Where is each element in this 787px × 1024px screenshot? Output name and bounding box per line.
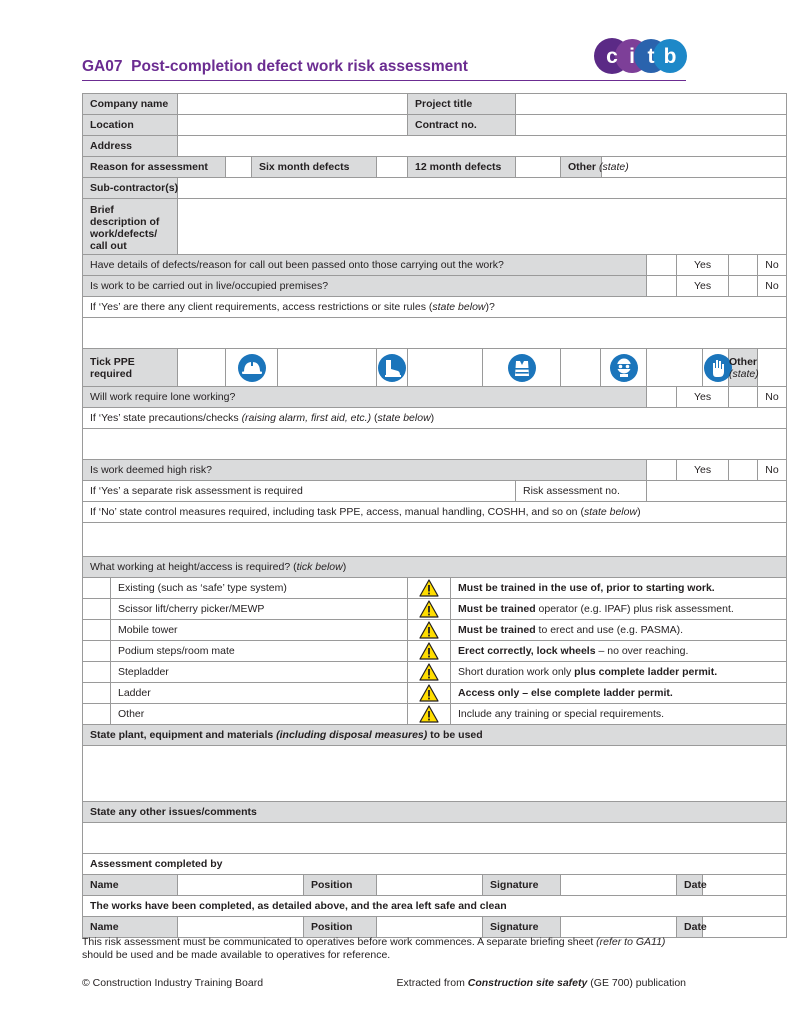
lone-working-yes: Yes: [677, 387, 729, 408]
height-access-heading-row: [83, 557, 787, 578]
height-access-tick-box[interactable]: [83, 662, 111, 683]
assessor-position-label: Position: [304, 875, 377, 896]
high-risk-no-box[interactable]: [729, 460, 758, 481]
subcontractor-row: [83, 178, 787, 199]
safety-goggles-icon: [609, 353, 639, 383]
ppe-goggles-box[interactable]: [561, 349, 601, 387]
height-access-item: Ladder: [111, 683, 408, 704]
height-access-warning: [408, 641, 451, 662]
lone-working-no: No: [758, 387, 787, 408]
height-access-requirement: Must be trained operator (e.g. IPAF) plus risk assessment.: [451, 599, 787, 620]
twelve-month-label: 12 month defects: [408, 157, 516, 178]
hard-hat-icon: [237, 353, 267, 383]
control-measures-row: [83, 502, 787, 523]
height-access-warning: [408, 620, 451, 641]
plant-heading: State plant, equipment and materials (including disposal measures) to be used: [83, 725, 787, 746]
height-access-warning: [408, 599, 451, 620]
logo-letter-c: c: [606, 45, 618, 68]
lone-working-row: [83, 387, 787, 408]
other-issues-heading-row: [83, 802, 787, 823]
height-access-warning: [408, 662, 451, 683]
citb-logo: [594, 38, 688, 74]
lone-precautions-question: If ‘Yes’ state precautions/checks (raising alarm, first aid, etc.) (state below): [83, 408, 787, 429]
live-premises-row: [83, 276, 787, 297]
other-reason-checkbox[interactable]: [516, 157, 561, 178]
other-reason-label: Other (state): [561, 157, 602, 178]
height-access-requirement: Must be trained in the use of, prior to starting work.: [451, 578, 787, 599]
ppe-gloves-box[interactable]: [647, 349, 703, 387]
completion-position-field[interactable]: [377, 917, 483, 938]
completion-date-field[interactable]: [703, 917, 787, 938]
assessor-name-field[interactable]: [178, 875, 304, 896]
warning-triangle-icon: [419, 663, 439, 681]
client-requirements-answer-row: [83, 318, 787, 349]
height-access-row: [83, 578, 787, 599]
lone-working-yes-box[interactable]: [647, 387, 677, 408]
height-access-requirement: Short duration work only plus complete ladder permit.: [451, 662, 787, 683]
completion-name-label: Name: [83, 917, 178, 938]
reason-label: Reason for assessment: [83, 157, 226, 178]
live-premises-yes-box[interactable]: [647, 276, 677, 297]
live-premises-yes: Yes: [677, 276, 729, 297]
ra-number-label: Risk assessment no.: [516, 481, 647, 502]
reason-row: [83, 157, 787, 178]
plant-answer-row: [83, 746, 787, 802]
defects-passed-row: [83, 255, 787, 276]
contract-no-field[interactable]: [516, 115, 787, 136]
height-access-item: Podium steps/room mate: [111, 641, 408, 662]
project-title-label: Project title: [408, 94, 516, 115]
ppe-goggles: [601, 349, 647, 387]
high-risk-no: No: [758, 460, 787, 481]
height-access-item: Stepladder: [111, 662, 408, 683]
high-risk-yes: Yes: [677, 460, 729, 481]
other-issues-answer-row: [83, 823, 787, 854]
live-premises-no: No: [758, 276, 787, 297]
lone-precautions-field[interactable]: [83, 429, 787, 460]
defects-passed-yes-box[interactable]: [647, 255, 677, 276]
company-name-label: Company name: [83, 94, 178, 115]
warning-triangle-icon: [419, 621, 439, 639]
plant-field[interactable]: [83, 746, 787, 802]
client-requirements-field[interactable]: [83, 318, 787, 349]
height-access-row: [83, 620, 787, 641]
height-access-row: [83, 662, 787, 683]
hi-vis-vest-icon: [507, 353, 537, 383]
logo-letter-t: t: [647, 45, 655, 68]
assessor-signoff-row: [83, 875, 787, 896]
lone-working-question: Will work require lone working?: [83, 387, 647, 408]
other-issues-field[interactable]: [83, 823, 787, 854]
height-access-item: Existing (such as ‘safe’ type system): [111, 578, 408, 599]
defects-passed-question: Have details of defects/reason for call out been passed onto those carrying out the work?: [83, 255, 647, 276]
assessment-completed-label: Assessment completed by: [83, 854, 787, 875]
contract-no-label: Contract no.: [408, 115, 516, 136]
height-access-requirement: Access only – else complete ladder permit.: [451, 683, 787, 704]
high-risk-yes-box[interactable]: [647, 460, 677, 481]
safety-boots-icon: [377, 353, 407, 383]
height-access-tick-box[interactable]: [83, 578, 111, 599]
live-premises-question: Is work to be carried out in live/occupied premises?: [83, 276, 647, 297]
completion-signoff-row: [83, 917, 787, 938]
works-completed-row: [83, 896, 787, 917]
high-risk-row: [83, 460, 787, 481]
warning-triangle-icon: [419, 705, 439, 723]
defects-passed-no: No: [758, 255, 787, 276]
publication-note: Extracted from Construction site safety (GE 700) publication: [396, 977, 686, 989]
briefing-note: This risk assessment must be communicated to operatives before work commences. A separate briefing sheet (refer to GA11) should be used and be made available to operatives for reference.: [82, 936, 666, 961]
address-label: Address: [83, 136, 178, 157]
control-measures-field[interactable]: [83, 523, 787, 557]
assessor-name-label: Name: [83, 875, 178, 896]
ppe-hard-hat-box[interactable]: [178, 349, 226, 387]
height-access-requirement: Erect correctly, lock wheels – no over reaching.: [451, 641, 787, 662]
height-access-heading: What working at height/access is required? (tick below): [83, 557, 787, 578]
separate-ra-row: [83, 481, 787, 502]
works-completed-label: The works have been completed, as detailed above, and the area left safe and clean: [83, 896, 787, 917]
height-access-item: Mobile tower: [111, 620, 408, 641]
twelve-month-checkbox[interactable]: [377, 157, 408, 178]
company-row: [83, 94, 787, 115]
height-access-tick-box[interactable]: [83, 704, 111, 725]
height-access-row: [83, 641, 787, 662]
completion-position-label: Position: [304, 917, 377, 938]
copyright-notice: © Construction Industry Training Board: [82, 977, 264, 989]
assessor-signature-field[interactable]: [561, 875, 677, 896]
other-reason-field[interactable]: [602, 157, 787, 178]
ppe-other-field[interactable]: [758, 349, 787, 387]
risk-assessment-form: [82, 93, 779, 938]
ppe-hard-hat: [226, 349, 278, 387]
warning-triangle-icon: [419, 600, 439, 618]
height-access-warning: [408, 683, 451, 704]
height-access-row: [83, 704, 787, 725]
form-code: GA07: [82, 58, 123, 75]
other-issues-heading: State any other issues/comments: [83, 802, 787, 823]
assessor-position-field[interactable]: [377, 875, 483, 896]
company-name-field[interactable]: [178, 94, 408, 115]
warning-triangle-icon: [419, 579, 439, 597]
height-access-row: [83, 599, 787, 620]
defects-passed-no-box[interactable]: [729, 255, 758, 276]
height-access-requirement: Must be trained to erect and use (e.g. PASMA).: [451, 620, 787, 641]
assessor-signature-label: Signature: [483, 875, 561, 896]
completion-signature-label: Signature: [483, 917, 561, 938]
height-access-tick-box[interactable]: [83, 620, 111, 641]
title-divider: [82, 80, 686, 81]
location-field[interactable]: [178, 115, 408, 136]
subcontractors-label: Sub-contractor(s): [83, 178, 178, 199]
client-requirements-row: [83, 297, 787, 318]
form-title: Post-completion defect work risk assessment: [131, 58, 468, 75]
address-field[interactable]: [178, 136, 787, 157]
brief-description-field[interactable]: [178, 199, 787, 255]
project-title-field[interactable]: [516, 94, 787, 115]
brief-description-label: Brief description of work/defects/ call out: [83, 199, 178, 255]
high-risk-question: Is work deemed high risk?: [83, 460, 647, 481]
assessor-date-label: Date: [677, 875, 703, 896]
brief-description-row: [83, 199, 787, 255]
height-access-item: Scissor lift/cherry picker/MEWP: [111, 599, 408, 620]
ppe-boots-box[interactable]: [278, 349, 377, 387]
six-month-checkbox[interactable]: [226, 157, 252, 178]
height-access-requirement: Include any training or special requirements.: [451, 704, 787, 725]
page-title: [82, 58, 468, 76]
six-month-label: Six month defects: [252, 157, 377, 178]
assessment-completed-row: [83, 854, 787, 875]
completion-name-field[interactable]: [178, 917, 304, 938]
control-measures-answer-row: [83, 523, 787, 557]
address-row: [83, 136, 787, 157]
height-access-warning: [408, 578, 451, 599]
ppe-label: Tick PPE required: [83, 349, 178, 387]
height-access-tick-box[interactable]: [83, 599, 111, 620]
plant-heading-row: [83, 725, 787, 746]
location-row: [83, 115, 787, 136]
ppe-other-label: Other (state): [729, 349, 758, 387]
control-measures-question: If ‘No’ state control measures required, including task PPE, access, manual handling, COSHH, and so on (state below): [83, 502, 787, 523]
height-access-warning: [408, 704, 451, 725]
ppe-vest-box[interactable]: [408, 349, 483, 387]
warning-triangle-icon: [419, 642, 439, 660]
form-table: [82, 93, 787, 938]
subcontractors-field[interactable]: [178, 178, 787, 199]
logo-letter-b: b: [663, 45, 677, 68]
location-label: Location: [83, 115, 178, 136]
lone-precautions-row: [83, 408, 787, 429]
assessor-date-field[interactable]: [703, 875, 787, 896]
logo-letter-i: i: [629, 45, 635, 68]
completion-date-label: Date: [677, 917, 703, 938]
separate-ra-text: If ‘Yes’ a separate risk assessment is required: [83, 481, 516, 502]
defects-passed-yes: Yes: [677, 255, 729, 276]
ppe-vest: [483, 349, 561, 387]
completion-signature-field[interactable]: [561, 917, 677, 938]
height-access-row: [83, 683, 787, 704]
height-access-tick-box[interactable]: [83, 683, 111, 704]
warning-triangle-icon: [419, 684, 439, 702]
lone-working-no-box[interactable]: [729, 387, 758, 408]
ra-number-field[interactable]: [647, 481, 787, 502]
lone-precautions-answer-row: [83, 429, 787, 460]
client-requirements-question: If ‘Yes’ are there any client requirements, access restrictions or site rules (state below)?: [83, 297, 787, 318]
height-access-tick-box[interactable]: [83, 641, 111, 662]
ppe-boots: [377, 349, 408, 387]
ppe-gloves: [703, 349, 729, 387]
ppe-row: [83, 349, 787, 387]
height-access-item: Other: [111, 704, 408, 725]
live-premises-no-box[interactable]: [729, 276, 758, 297]
